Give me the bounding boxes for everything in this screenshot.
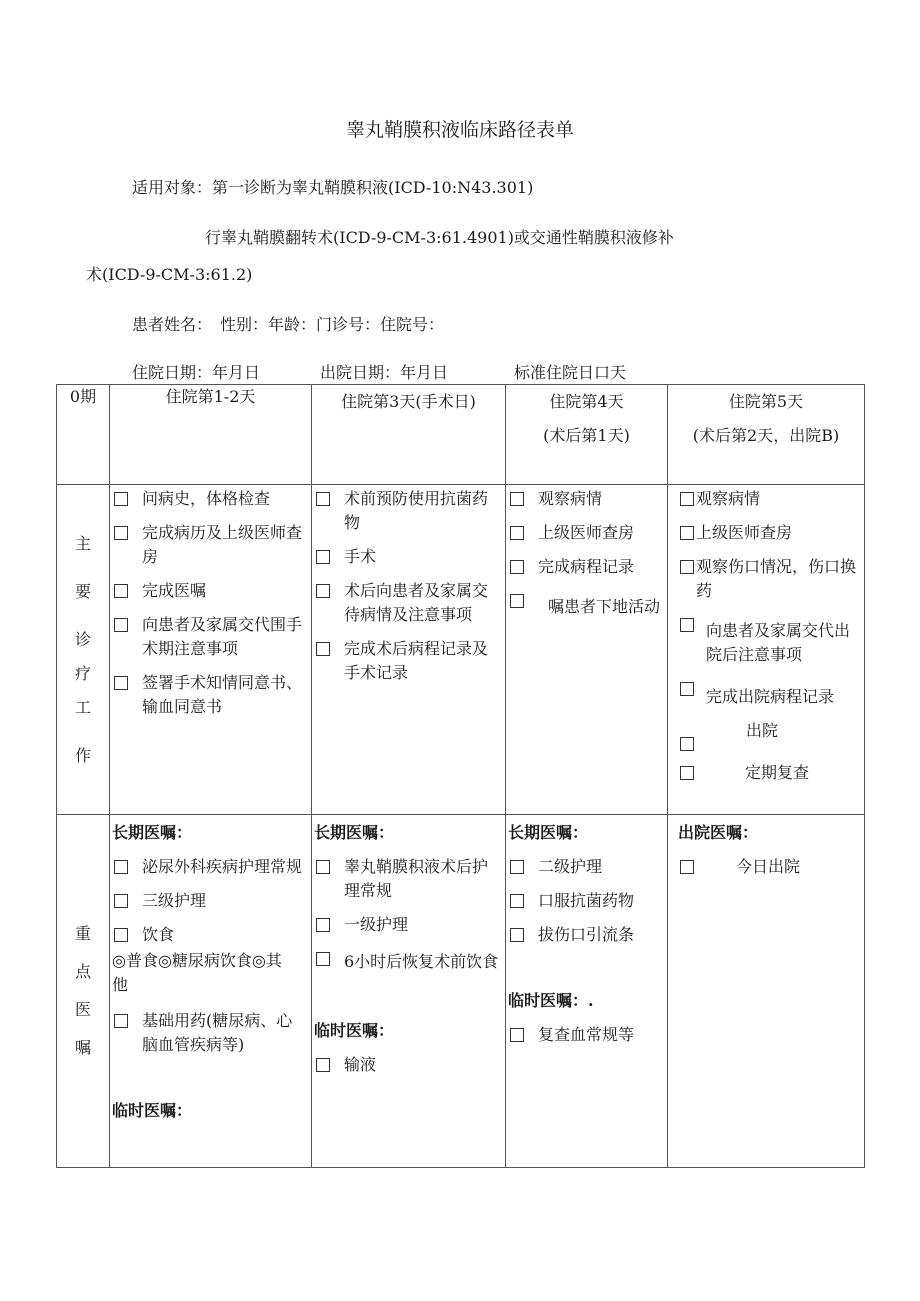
long-term-orders-heading: 长期医嘱：	[112, 823, 193, 842]
checklist-item[interactable]	[678, 521, 858, 545]
orders-row	[57, 815, 865, 1168]
checklist-item[interactable]	[314, 545, 499, 569]
checkbox[interactable]	[316, 860, 330, 874]
checklist-item[interactable]	[112, 487, 305, 511]
orders-day4	[506, 815, 668, 1168]
temporary-orders-heading: 临时医嘱：.	[508, 991, 594, 1010]
label-char: 医	[74, 1000, 91, 1019]
label-char: 工	[74, 697, 91, 717]
checkbox[interactable]	[680, 618, 694, 632]
checkbox[interactable]	[114, 676, 128, 690]
checkbox[interactable]	[114, 584, 128, 598]
procedure-line-2: 术(ICD-9-CM-3:61.2)	[86, 265, 253, 284]
checkbox[interactable]	[114, 618, 128, 632]
item-text: 完成病历及上级医师查房	[142, 523, 303, 566]
item-text: 睾丸鞘膜积液术后护理常规	[344, 857, 489, 900]
checklist-item[interactable]	[678, 613, 858, 667]
item-text: 完成病程记录	[538, 557, 635, 576]
checkbox[interactable]	[316, 584, 330, 598]
discharge-orders-heading: 出院医嘱：	[678, 823, 759, 842]
form-title: 睾丸鞘膜积液临床路径表单	[345, 119, 574, 141]
checklist-item[interactable]	[314, 913, 499, 937]
item-text: 输液	[344, 1055, 377, 1074]
long-term-orders-heading: 长期医嘱：	[508, 823, 589, 842]
item-text: 嘱患者下地活动	[548, 597, 661, 616]
checklist-item[interactable]	[678, 719, 858, 751]
orders-day5	[668, 815, 865, 1168]
temporary-orders-heading: 临时医嘱：	[112, 1101, 193, 1120]
checklist-item[interactable]	[112, 579, 305, 603]
orders-day3	[312, 815, 506, 1168]
label-char: 点	[74, 962, 91, 981]
header-row	[57, 385, 865, 485]
item-text: 出院	[745, 721, 778, 740]
checkbox[interactable]	[316, 550, 330, 564]
checklist-item[interactable]	[112, 1009, 305, 1057]
clinical-path-table	[56, 384, 865, 1168]
checkbox[interactable]	[680, 766, 694, 780]
checklist-item[interactable]	[112, 889, 305, 913]
header-day1	[110, 385, 312, 485]
checkbox[interactable]	[510, 594, 524, 608]
item-text: 二级护理	[538, 857, 603, 876]
checklist-item[interactable]	[112, 613, 305, 661]
diet-options: ◎普食◎糖尿病饮食◎其他	[112, 951, 282, 994]
checklist-item[interactable]	[508, 521, 661, 545]
checkbox[interactable]	[316, 918, 330, 932]
checkbox[interactable]	[510, 560, 524, 574]
checklist-item[interactable]	[112, 671, 305, 719]
item-text: 复查血常规等	[538, 1025, 635, 1044]
applicable-subject: 适用对象：第一诊断为睾丸鞘膜积液(ICD-10:N43.301)	[132, 178, 534, 197]
checklist-item[interactable]	[314, 487, 499, 535]
spacer	[314, 987, 499, 1015]
main-work-day1	[110, 485, 312, 815]
checkbox[interactable]	[316, 1058, 330, 1072]
checkbox[interactable]	[680, 737, 694, 751]
checklist-item[interactable]	[508, 487, 661, 511]
day5-label: 住院第5天	[728, 392, 804, 411]
checkbox[interactable]	[316, 492, 330, 506]
item-text: 向患者及家属交代出院后注意事项	[706, 621, 851, 664]
checklist-item[interactable]	[508, 589, 661, 619]
label-char: 重	[74, 924, 91, 943]
checklist-item[interactable]	[314, 579, 499, 627]
checklist-item[interactable]	[508, 923, 661, 947]
orders-label	[57, 815, 110, 1168]
header-day4	[506, 385, 668, 485]
item-text: 上级医师查房	[538, 523, 635, 542]
checkbox[interactable]	[680, 526, 694, 540]
checkbox[interactable]	[680, 860, 694, 874]
day4-sublabel: (术后第1天)	[543, 426, 630, 445]
item-text: 定期复查	[744, 763, 809, 782]
standard-stay: 标准住院日口天	[514, 363, 627, 382]
checklist-item[interactable]	[314, 855, 499, 903]
item-text: 手术	[344, 547, 377, 566]
checklist-item[interactable]	[678, 677, 858, 709]
checklist-item[interactable]	[508, 855, 661, 879]
discharge-date: 出院日期：年月日	[320, 363, 449, 382]
main-work-row	[57, 485, 865, 815]
item-text: 完成术后病程记录及手术记录	[344, 639, 489, 682]
label-char: 要	[74, 581, 91, 601]
long-term-orders-heading: 长期医嘱：	[314, 823, 395, 842]
item-text: 口服抗菌药物	[538, 891, 635, 910]
day4-label: 住院第4天	[549, 392, 624, 411]
day3-label: 住院第3天(手术日)	[341, 392, 476, 411]
label-char: 疗	[74, 663, 91, 683]
checklist-item[interactable]	[112, 923, 305, 947]
checklist-item[interactable]	[112, 521, 305, 569]
checkbox[interactable]	[316, 952, 330, 966]
checklist-item[interactable]	[678, 487, 858, 511]
header-period	[57, 385, 110, 485]
item-text: 上级医师查房	[696, 523, 793, 542]
main-work-day4	[506, 485, 668, 815]
label-char: 主	[74, 533, 91, 553]
checkbox[interactable]	[510, 526, 524, 540]
item-text: 问病史，体格检查	[142, 489, 271, 508]
item-text: 今日出院	[735, 857, 800, 876]
spacer	[112, 1067, 305, 1095]
label-char: 诊	[74, 629, 91, 649]
item-text: 基础用药(糖尿病、心脑血管疾病等)	[142, 1011, 293, 1054]
item-text: 术前预防使用抗菌药物	[344, 489, 489, 532]
checkbox[interactable]	[680, 492, 694, 506]
spacer	[508, 957, 661, 985]
item-text: 泌尿外科疾病护理常规	[142, 857, 303, 876]
item-text: 观察病情	[696, 489, 761, 508]
item-text: 完成出院病程记录	[706, 687, 835, 706]
item-text: 向患者及家属交代围手术期注意事项	[142, 615, 303, 658]
checklist-item[interactable]	[314, 637, 499, 685]
checklist-item[interactable]	[314, 1053, 499, 1077]
checkbox[interactable]	[510, 860, 524, 874]
temporary-orders-heading: 临时医嘱：	[314, 1021, 395, 1040]
header-day3	[312, 385, 506, 485]
checkbox[interactable]	[114, 526, 128, 540]
checkbox[interactable]	[316, 642, 330, 656]
main-work-label	[57, 485, 110, 815]
day5-sublabel: (术后第2天，出院B)	[692, 426, 840, 445]
checkbox[interactable]	[510, 894, 524, 908]
label-char: 作	[74, 745, 91, 765]
item-text: 观察病情	[538, 489, 603, 508]
item-text: 饮食	[142, 925, 175, 944]
item-text: 术后向患者及家属交待病情及注意事项	[344, 581, 489, 624]
admission-date: 住院日期：年月日	[132, 363, 261, 382]
checklist-item[interactable]	[678, 855, 858, 879]
item-text: 一级护理	[344, 915, 409, 934]
checkbox[interactable]	[114, 860, 128, 874]
checklist-item[interactable]	[112, 855, 305, 879]
checkbox[interactable]	[510, 1028, 524, 1042]
checkbox[interactable]	[114, 928, 128, 942]
checkbox[interactable]	[680, 682, 694, 696]
checklist-item[interactable]	[508, 555, 661, 579]
checkbox[interactable]	[114, 1014, 128, 1028]
label-char: 嘱	[74, 1038, 91, 1057]
period-label: 0期	[69, 387, 97, 406]
checklist-item[interactable]	[678, 555, 858, 603]
checklist-item[interactable]	[678, 761, 858, 785]
checkbox[interactable]	[114, 492, 128, 506]
header-day5	[668, 385, 865, 485]
checklist-item[interactable]	[508, 889, 661, 913]
item-text: 6小时后恢复术前饮食	[344, 952, 499, 971]
checkbox[interactable]	[510, 928, 524, 942]
item-text: 签署手术知情同意书、输血同意书	[142, 673, 303, 716]
item-text: 完成医嘱	[142, 581, 207, 600]
procedure-line-1: 行睾丸鞘膜翻转术(ICD-9-CM-3:61.4901)或交通性鞘膜积液修补	[205, 228, 674, 247]
patient-info-line: 患者姓名： 性别：年龄：门诊号：住院号：	[132, 315, 445, 334]
main-work-day3	[312, 485, 506, 815]
checkbox[interactable]	[680, 560, 694, 574]
checkbox[interactable]	[510, 492, 524, 506]
checkbox[interactable]	[114, 894, 128, 908]
checklist-item[interactable]	[314, 947, 499, 977]
item-text: 观察伤口情况，伤口换药	[696, 557, 857, 600]
day1-label: 住院第1-2天	[165, 387, 256, 406]
orders-day1	[110, 815, 312, 1168]
main-work-day5	[668, 485, 865, 815]
item-text: 拔伤口引流条	[538, 925, 635, 944]
item-text: 三级护理	[142, 891, 207, 910]
checklist-item[interactable]	[508, 1023, 661, 1047]
